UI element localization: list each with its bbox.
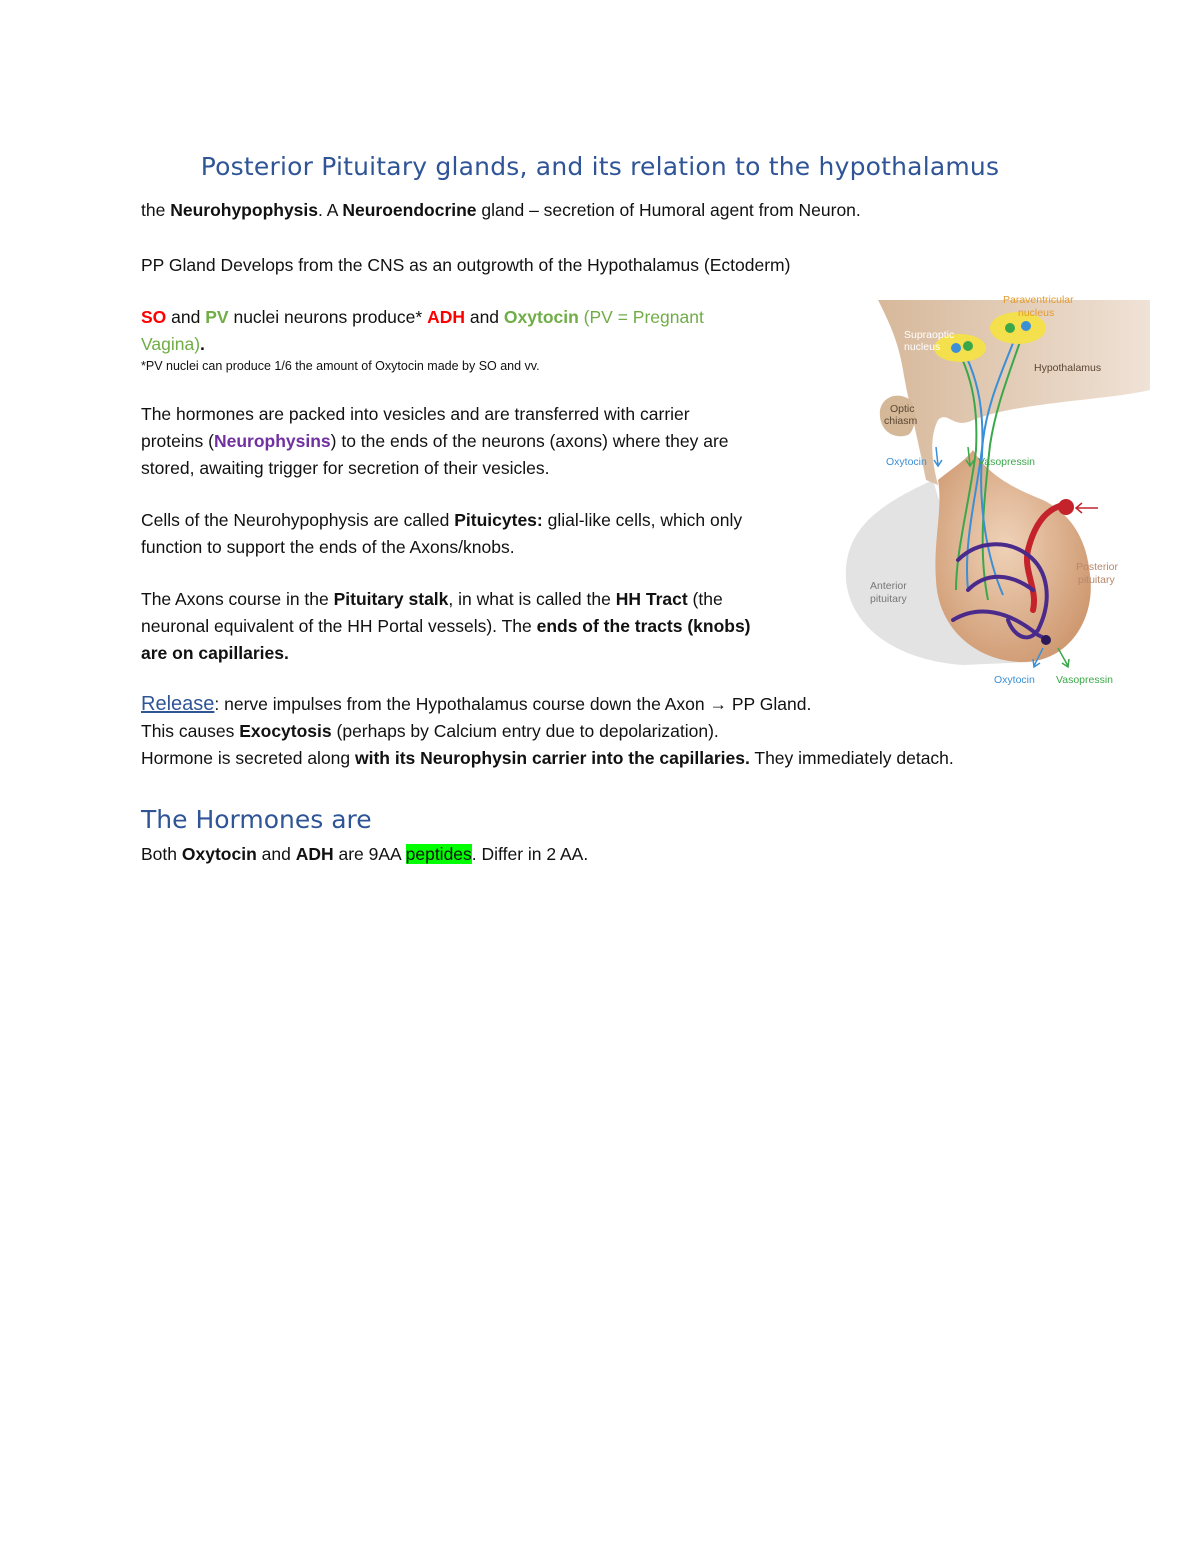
text: : nerve impulses from the Hypothalamus course down the Axon [214, 694, 710, 714]
term-neurophysin-carrier: with its Neurophysin carrier into the capillaries. [355, 748, 750, 768]
term-exocytosis: Exocytosis [239, 721, 332, 741]
page-title: Posterior Pituitary glands, and its relation to the hypothalamus [200, 152, 1000, 181]
label-paraventricular-2: nucleus [1018, 307, 1055, 319]
label-supraoptic: Supraoptic [904, 329, 955, 341]
neuron-cell [1005, 323, 1015, 333]
label-oxytocin-top: Oxytocin [886, 456, 927, 468]
term-neurohypophysis: Neurohypophysis [170, 200, 319, 220]
paragraph-nuclei-line1 [141, 304, 704, 331]
text: neuronal equivalent of the HH Portal vessels). The [141, 616, 537, 636]
term-capillaries: are on capillaries. [141, 643, 289, 663]
label-chiasm: chiasm [884, 415, 918, 427]
text: are 9AA [333, 844, 406, 864]
text: and [464, 307, 504, 327]
label-paraventricular: Paraventricular [1003, 294, 1074, 306]
paragraph-release-line1 [141, 691, 811, 718]
text: nuclei neurons produce* [228, 307, 428, 327]
paragraph-pituicytes-line1 [141, 507, 742, 534]
artery-arrow-icon [1076, 503, 1098, 513]
label-optic: Optic [890, 403, 915, 415]
neuron-cell [963, 341, 973, 351]
term-oxytocin: Oxytocin [181, 844, 257, 864]
text: and [256, 844, 296, 864]
term-so: SO [141, 307, 167, 327]
paragraph-pituicytes-line2: function to support the ends of the Axons/knobs. [141, 537, 515, 557]
text: Hormone is secreted along [141, 748, 355, 768]
vein-end [1041, 635, 1051, 645]
term-oxytocin: Oxytocin [503, 307, 579, 327]
paragraph-axons-line1 [141, 586, 723, 613]
paragraph-neurohypophysis [141, 197, 861, 224]
label-anterior: Anterior [870, 580, 907, 592]
label-posterior-pituitary: pituitary [1078, 574, 1115, 586]
label-posterior: Posterior [1076, 561, 1119, 573]
text: and [166, 307, 206, 327]
paragraph-peptides [141, 841, 588, 868]
text: Cells of the Neurohypophysis are called [141, 510, 455, 530]
paragraph-axons-line2 [141, 613, 751, 640]
paragraph-development: PP Gland Develops from the CNS as an outgrowth of the Hypothalamus (Ectoderm) [141, 255, 791, 275]
mnemonic-end: Vagina) [141, 334, 201, 354]
text: . A [318, 200, 343, 220]
term-pv: PV [205, 307, 229, 327]
term-pituitary-stalk: Pituitary stalk [333, 589, 449, 609]
text: (perhaps by Calcium entry due to depolarization). [331, 721, 719, 741]
label-oxytocin-bottom: Oxytocin [994, 674, 1035, 686]
text: . Differ in 2 AA. [471, 844, 589, 864]
text: This causes [141, 721, 240, 741]
paragraph-release-line3 [141, 745, 954, 772]
label-vasopressin-bottom: Vasopressin [1056, 674, 1114, 686]
term-adh: ADH [427, 307, 465, 327]
paragraph-nuclei-line2 [141, 331, 205, 358]
section-heading-hormones: The Hormones are [141, 805, 372, 834]
text: gland – secretion of Humoral agent from Neuron. [476, 200, 861, 220]
arrow-right-icon: → [709, 694, 728, 714]
term-adh: ADH [295, 844, 334, 864]
label-anterior-pituitary: pituitary [870, 593, 907, 605]
footnote: *PV nuclei can produce 1/6 the amount of Oxytocin made by SO and vv. [141, 359, 540, 373]
label-hypothalamus: Hypothalamus [1034, 362, 1102, 374]
paragraph-axons-line3 [141, 640, 289, 667]
paragraph-vesicles-line1: The hormones are packed into vesicles and are transferred with carrier [141, 404, 690, 424]
neuron-cell [951, 343, 961, 353]
mnemonic: (PV = Pregnant [578, 307, 704, 327]
text: the [141, 200, 171, 220]
text: They immediately detach. [749, 748, 954, 768]
term-neuroendocrine: Neuroendocrine [342, 200, 477, 220]
text: The Axons course in the [141, 589, 334, 609]
text: (the [687, 589, 723, 609]
neuron-cell [1021, 321, 1031, 331]
artery-end [1058, 499, 1074, 515]
term-hh-tract: HH Tract [615, 589, 688, 609]
term-neurophysins: Neurophysins [213, 431, 331, 451]
text: . [200, 334, 205, 354]
term-pituicytes: Pituicytes: [454, 510, 543, 530]
paragraph-release-line2 [141, 718, 719, 745]
text: PP Gland. [727, 694, 812, 714]
text: proteins ( [141, 431, 214, 451]
paragraph-vesicles-line2 [141, 428, 729, 455]
pituitary-diagram [838, 290, 1150, 690]
vasopressin-out-arrow-icon [1058, 648, 1069, 667]
text: glial-like cells, which only [542, 510, 743, 530]
text: Both [141, 844, 182, 864]
highlight-peptides: peptides [405, 844, 472, 864]
text: , in what is called the [448, 589, 616, 609]
label-supraoptic-2: nucleus [904, 341, 941, 353]
oxytocin-arrow-icon [934, 447, 942, 466]
label-vasopressin-top: Vasopressin [978, 456, 1036, 468]
paragraph-vesicles-line3: stored, awaiting trigger for secretion of their vesicles. [141, 458, 550, 478]
text: ) to the ends of the neurons (axons) where they are [330, 431, 729, 451]
term-ends-of-tracts: ends of the tracts (knobs) [536, 616, 751, 636]
release-label: Release [141, 693, 215, 715]
